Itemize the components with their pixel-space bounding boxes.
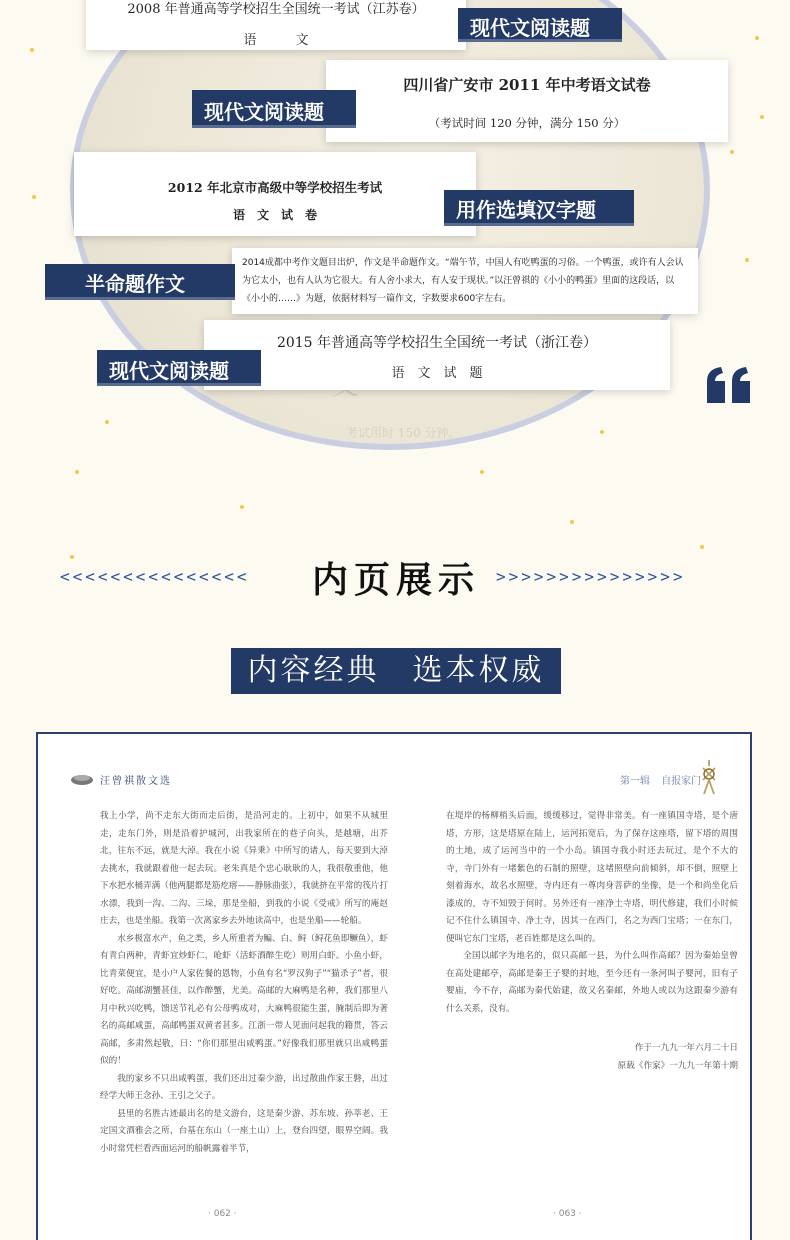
- quote-mark-icon: [705, 365, 753, 405]
- tag-label: 现代文阅读题: [109, 359, 229, 383]
- exam-card-subject: 语 文 试 卷: [232, 208, 317, 222]
- heading-arrows-left: <<<<<<<<<<<<<<<: [60, 567, 250, 586]
- decor-dot: [760, 115, 764, 119]
- decor-dot: [240, 505, 244, 509]
- decor-dot: [30, 48, 34, 52]
- tag-label: 用作选填汉字题: [456, 198, 596, 222]
- decor-dot: [105, 420, 109, 424]
- paragraph: 我上小学，尚不走东大街而走后街，是沿河走的。上初中，如果不从城里走，走东门外，则是沿着护城河，出我家所在的巷子向头，是越塘，出芥北，往东不远，就是大淖。我在小说《异秉》中所写的诸人，每天要到大淖去挑水，我就跟着他一起去玩。老朱真是个忠心耿耿的人，我很敬重他，他下水把水桶弄满（他两腿都是筋疙瘩——静脉曲张），我就挤在平常的筏片打水漂，我到一沟、二沟、三垛，那是坐船，到我的小说《受戒》所写的庵赵庄去，也是坐船。我第一次离家乡去外地读高中，也是坐船——轮船。: [100, 811, 388, 926]
- chapter-label: 第一辑: [620, 776, 650, 787]
- decor-dot: [32, 195, 36, 199]
- decor-dot: [600, 430, 604, 434]
- decor-dot: [755, 36, 759, 40]
- exam-card-title: 四川省广安市 2011 年中考语文试卷: [403, 76, 651, 94]
- right-page-number: · 063 ·: [553, 1209, 582, 1219]
- exam-card-title: 2015 年普通高等学校招生全国统一考试（浙江卷）: [276, 335, 598, 351]
- signature-date: 作于一九九一年六月二十日: [634, 1043, 738, 1053]
- chengdu-prompt-text: 2014成都中考作文题目出炉，作文是半命题作文。“端午节，中国人有吃鸭蛋的习俗。一个鸭蛋，或许有人会认为它太小，也有人认为它很大。有人舍小求大，有人安于现状。”以汪曾祺的《小小的鸭蛋》里面的这段话，以《小小的……》为题，依据材料写一篇作文，字数要求600字左右。: [242, 258, 684, 304]
- tag-modern-reading-1: [458, 8, 622, 42]
- tag-fill-in-chars: [444, 190, 634, 226]
- decor-dot: [745, 258, 749, 262]
- tag-modern-reading-2: [192, 90, 356, 128]
- chengdu-prompt-card: [232, 248, 698, 314]
- exam-card-beijing: [74, 152, 476, 236]
- section-title: 内页展示: [312, 559, 481, 601]
- right-page-header: [620, 772, 701, 787]
- exam-card-title: 2012 年北京市高级中等学校招生考试: [167, 180, 383, 195]
- decor-dot: [700, 545, 704, 549]
- section-banner: 内容经典 选本权威: [231, 648, 561, 694]
- exam-card-subtitle: （考试时间 120 分钟，满分 150 分）: [428, 116, 626, 130]
- ink-stone-icon: [70, 772, 94, 786]
- left-page-header: 汪曾祺散文选: [100, 776, 172, 787]
- decor-dot: [480, 470, 484, 474]
- left-page-number: · 062 ·: [208, 1209, 237, 1219]
- decor-dot: [570, 520, 574, 524]
- exam-card-zhejiang: [204, 320, 670, 390]
- signature-block: [558, 1040, 738, 1075]
- exam-card-jiangsu: [86, 0, 466, 50]
- exam-card-subject: 语 文 试 题: [391, 366, 483, 381]
- tag-modern-reading-3: [97, 350, 261, 386]
- exam-card-subject: 语 文: [243, 33, 309, 48]
- decor-dot: [730, 150, 734, 154]
- knot-ornament-icon: [698, 758, 720, 796]
- tag-label: 现代文阅读题: [470, 16, 590, 40]
- chapter-title: 自报家门: [661, 776, 702, 787]
- book-spread: [36, 732, 752, 1240]
- paragraph: 县里的名胜古迹最出名的是文游台，这是秦少游、苏东坡、孙莘老、王定国文酒雅会之所，台基在东山（一座土山）上，登台四望，眼界空阔。我小时常凭栏看西面运河的船帆露着半节，: [100, 1108, 388, 1154]
- paragraph: 我的家乡不只出咸鸭蛋，我们还出过秦少游，出过散曲作家王磐，出过经学大师王念孙、王引之父子。: [100, 1073, 388, 1101]
- paragraph: 全国以邮字为地名的，似只高邮一县，为什么叫作高邮？因为秦始皇曾在高处建邮亭，高邮是秦王子婴的封地，至今还有一条河叫子婴河，旧有子婴庙，今不存，高邮为秦代始建，故又名秦邮，外地人或以为这跟秦少游有什么关系，没有。: [446, 951, 738, 1014]
- decor-dot: [70, 555, 74, 559]
- decor-dot: [75, 470, 79, 474]
- left-page-body: [100, 808, 388, 1158]
- paragraph: 在堤岸的杨柳梢头后面，缓缓移过，觉得非常美。有一座镇国寺塔，是个唐塔，方形，这是塔原在陆上，运河拓宽后，为了保存这座塔，留下塔的周围的土地，成了运河当中的一个小岛。镇国寺我小时还去玩过，是个不大的寺，寺门外有一堵紫色的石制的照壁，这堵照壁向前倾斜，却不倒，照壁上刻着海水，故名水照壁，寺内还有一尊肉身菩萨的坐像，是一个和尚坐化后漆成的，寺不知毁于何时。另外还有一座净土寺塔，明代修建，我们小时候记不住什么镇国寺、净土寺，因其一在西门，名之为西门宝塔；一在东门，便叫它东门宝塔，老百姓都是这么叫的。: [446, 811, 738, 944]
- exam-card-title: 2008 年普通高等学校招生全国统一考试（江苏卷）: [127, 2, 425, 17]
- exam-card-guangan: [326, 60, 728, 142]
- heading-arrows-right: >>>>>>>>>>>>>>>: [496, 567, 686, 586]
- paragraph: 水乡极富水产，鱼之类，乡人所重者为鳊、白、鲟（鲟花鱼即鳜鱼），虾有青白两种，青虾宜炒虾仁，呛虾（活虾酒醉生吃）则用白虾。小鱼小虾，比青菜便宜，是小户人家佐餐的恩物，小鱼有名“罗汉狗子”“猫杀子”者，很好吃。高邮湖蟹甚佳，以作醉蟹，尤美。高邮的大麻鸭是名种，我们那里八月中秋兴吃鸭，馈送节礼必有公母鸭成对，大麻鸭很能生蛋，腌制后即为著名的高邮咸蛋，高邮鸭蛋双黄者甚多。江浙一带人见面问起我的籍贯，答云高邮，多肃然起敬，曰：“你们那里出咸鸭蛋。”好像我们那里就只出咸鸭蛋似的！: [100, 933, 388, 1066]
- background-time-text: 考试用时 150 分钟。: [346, 426, 461, 440]
- signature-source: 原载《作家》一九九一年第十期: [617, 1060, 738, 1071]
- tag-label: 现代文阅读题: [204, 100, 324, 124]
- tag-half-title-essay: [45, 264, 235, 300]
- right-page-body: [446, 808, 738, 1018]
- tag-label: 半命题作文: [85, 272, 185, 296]
